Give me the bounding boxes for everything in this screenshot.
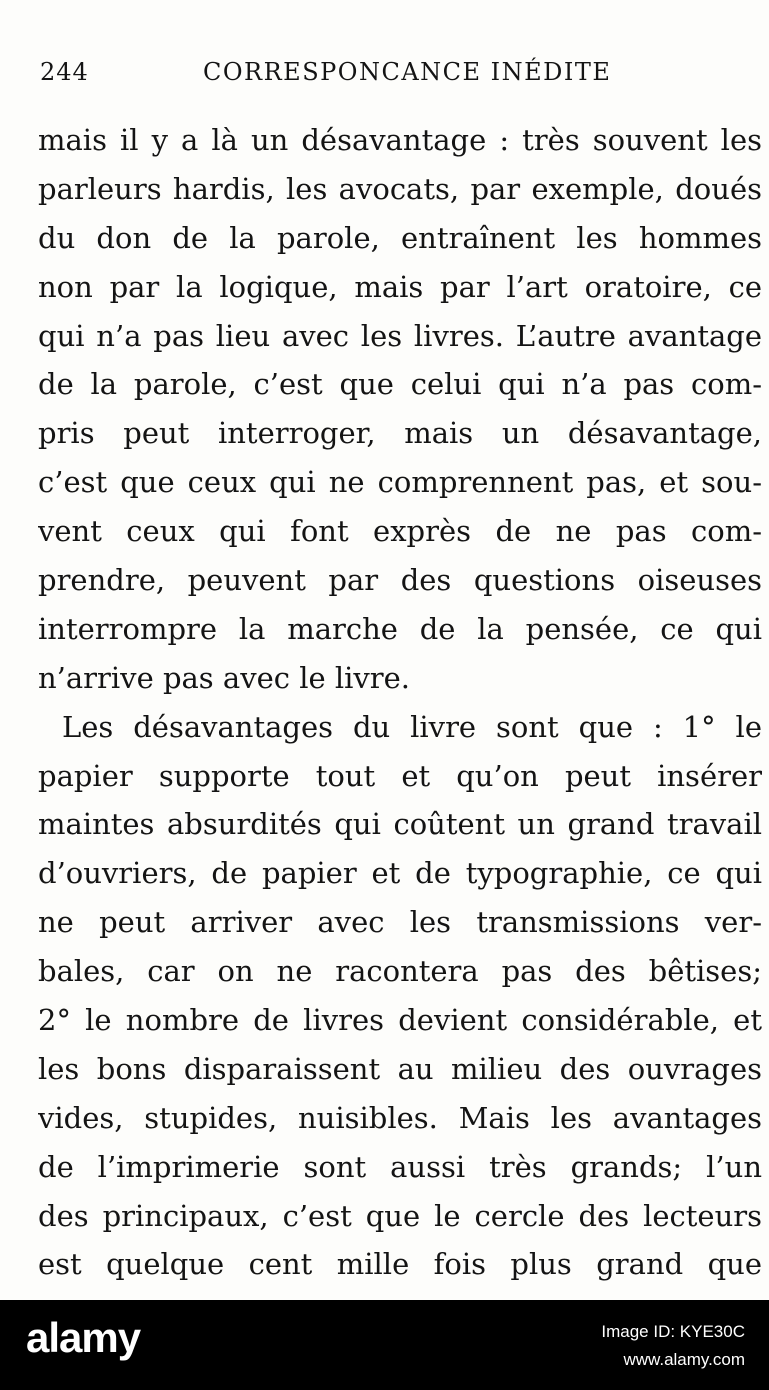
text-line: des principaux, c’est que le cercle des lecteurs (38, 1198, 762, 1233)
text-line: parleurs hardis, les avocats, par exemple, doués (38, 171, 762, 206)
body-text (38, 116, 762, 1289)
text-line: de la parole, c’est que celui qui n’a pas com- (38, 367, 762, 402)
text-line: maintes absurdités qui coûtent un grand travail (38, 807, 762, 842)
text-line: non par la logique, mais par l’art oratoire, ce (38, 269, 762, 304)
text-line: interrompre la marche de la pensée, ce qui (38, 611, 762, 646)
text-line: du don de la parole, entraînent les hommes (38, 220, 762, 255)
text-line: vides, stupides, nuisibles. Mais les avantages (38, 1100, 762, 1135)
text-line: qui n’a pas lieu avec les livres. L’autre avantage (38, 318, 762, 353)
page-number: 244 (40, 58, 89, 86)
running-title: CORRESPONCANCE INÉDITE (203, 58, 612, 86)
text-line: les bons disparaissent au milieu des ouvrages (38, 1051, 762, 1086)
text-line: prendre, peuvent par des questions oiseuses (38, 563, 762, 598)
page-header (40, 58, 760, 94)
watermark-banner (0, 1300, 769, 1390)
text-line: n’arrive pas avec le livre. (38, 660, 411, 695)
text-line: 2° le nombre de livres devient considérable, et (38, 1003, 762, 1038)
text-line: papier supporte tout et qu’on peut insérer (38, 758, 762, 793)
brand-logo: alamy (26, 1314, 141, 1361)
image-id-label: Image ID: KYE30C (601, 1322, 745, 1341)
text-line: Les désavantages du livre sont que : 1° le (62, 709, 762, 744)
text-line: est quelque cent mille fois plus grand que (38, 1247, 762, 1282)
text-line: pris peut interroger, mais un désavantage, (38, 416, 762, 451)
text-line: c’est que ceux qui ne comprennent pas, et sou- (38, 465, 762, 500)
text-line: d’ouvriers, de papier et de typographie, ce qui (38, 856, 762, 891)
text-line: ne peut arriver avec les transmissions ver- (38, 905, 762, 940)
text-line: vent ceux qui font exprès de ne pas com- (38, 514, 762, 549)
site-url-label: www.alamy.com (623, 1350, 745, 1369)
text-line: mais il y a là un désavantage : très souvent les (38, 123, 762, 157)
text-line: bales, car on ne racontera pas des bêtises; (38, 954, 762, 989)
text-line: de l’imprimerie sont aussi très grands; l’un (38, 1149, 762, 1184)
